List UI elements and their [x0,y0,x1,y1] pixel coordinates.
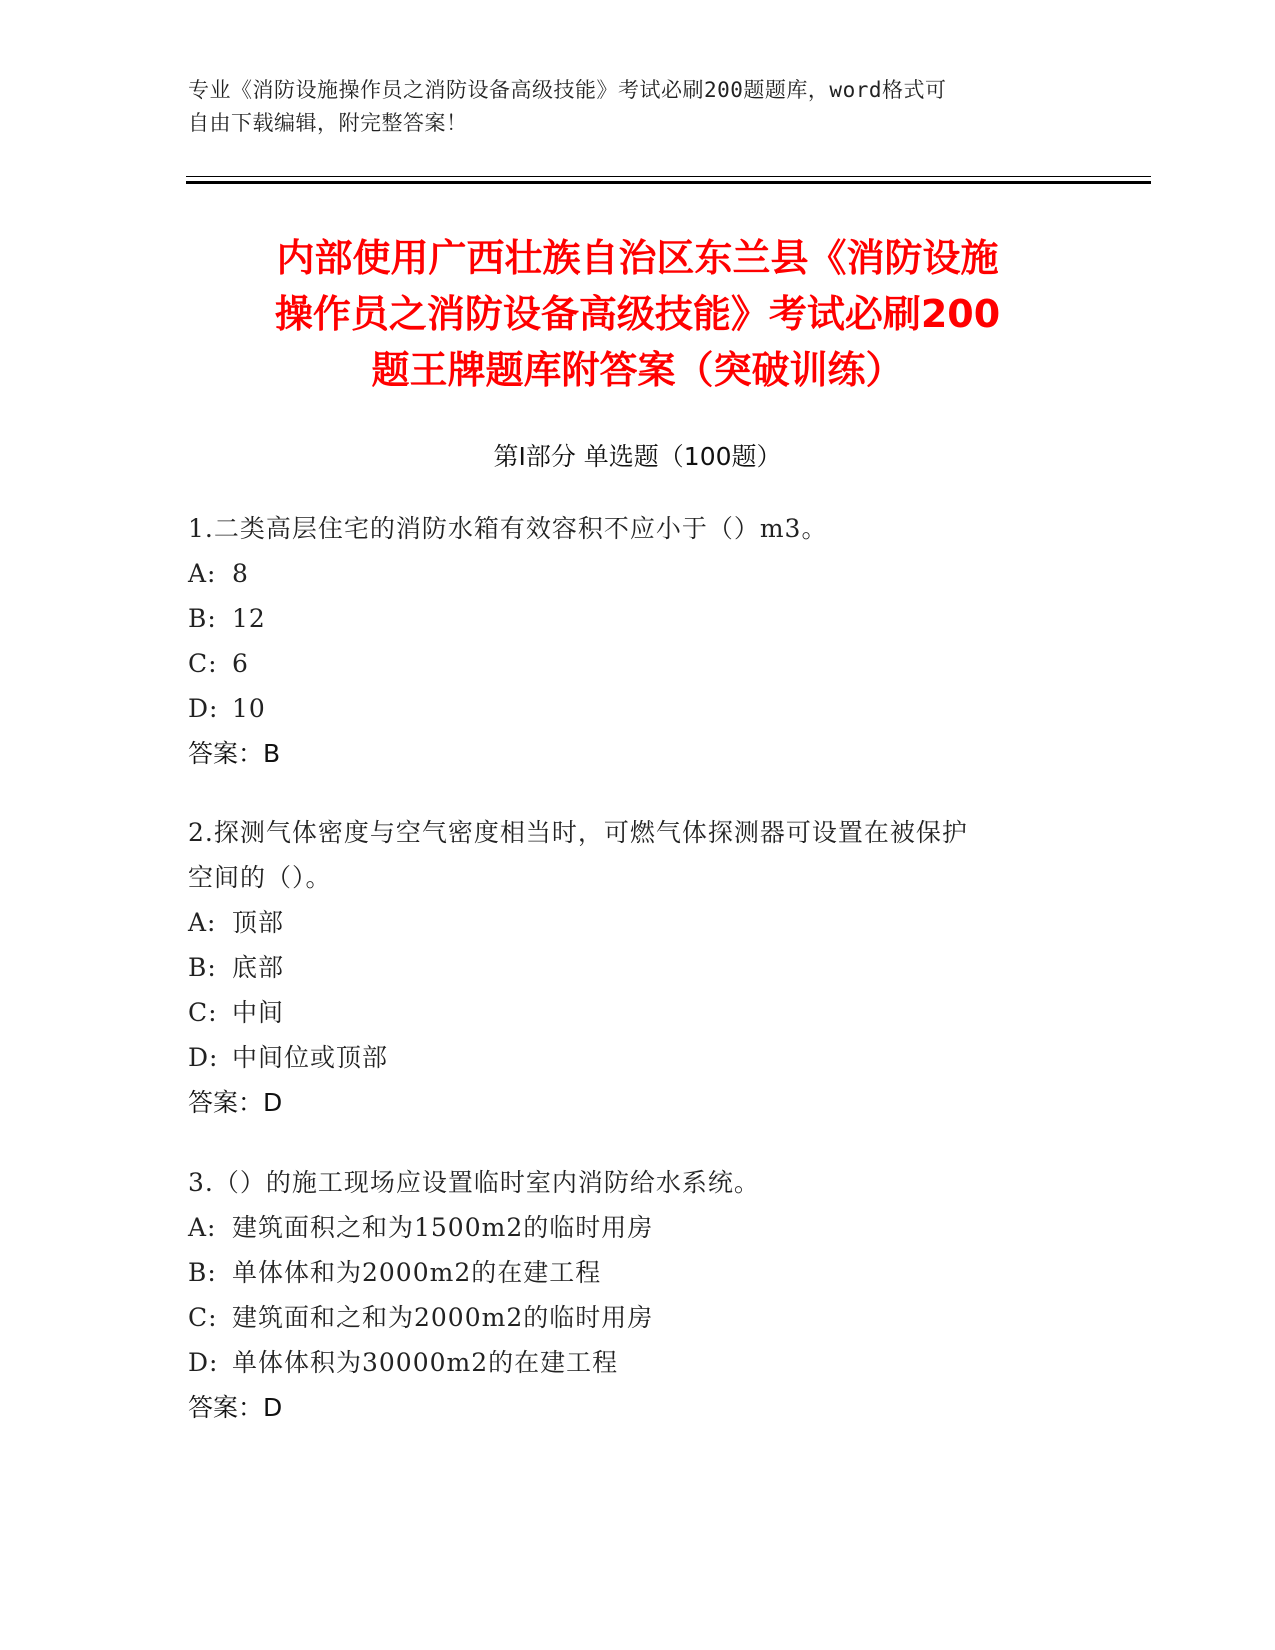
option-label: B: [188,1258,217,1287]
option-label: A: [188,1213,217,1242]
document-title [150,230,1125,398]
header-note [188,74,1068,140]
header-note-line-1: 专业《消防设施操作员之消防设备高级技能》考试必刷200题题库，word格式可 [188,78,947,102]
option-text: 单体体积为30000m2的在建工程 [232,1348,619,1377]
answer: 答案：D [188,1088,283,1117]
option-label: D: [188,1348,219,1377]
option-b [188,1250,1068,1295]
option-text: 建筑面积之和为1500m2的临时用房 [232,1213,654,1242]
option-label: D: [188,1043,219,1072]
option-c [188,1295,1068,1340]
option-d [188,686,1068,731]
option-b [188,596,1068,641]
answer: 答案：B [188,739,281,768]
option-text: 单体体和为2000m2的在建工程 [232,1258,602,1287]
title-line-2: 操作员之消防设备高级技能》考试必刷200 [274,292,1001,336]
option-a [188,900,1068,945]
option-d [188,1340,1068,1385]
section-heading: 第Ⅰ部分 单选题（100题） [493,442,782,471]
option-text: 10 [232,694,266,723]
question-3 [188,1160,1068,1430]
option-label: B: [188,604,217,633]
title-line-3: 题王牌题库附答案（突破训练） [371,348,904,392]
option-text: 中间位或顶部 [232,1043,389,1072]
option-label: C: [188,1303,218,1332]
option-label: C: [188,649,218,678]
header-rule-thin [186,176,1151,177]
header-rule-thick [186,181,1151,184]
option-c [188,990,1068,1035]
option-text: 8 [232,559,249,588]
question-stem: 1.二类高层住宅的消防水箱有效容积不应小于（）m3。 [188,514,828,543]
question-stem-line-1: 2.探测气体密度与空气密度相当时，可燃气体探测器可设置在被保护 [188,818,968,847]
option-d [188,1035,1068,1080]
option-label: A: [188,908,217,937]
option-label: A: [188,559,217,588]
question-2 [188,810,1068,1125]
option-text: 6 [232,649,249,678]
option-a [188,1205,1068,1250]
option-text: 底部 [232,953,285,982]
option-text: 顶部 [232,908,285,937]
option-b [188,945,1068,990]
option-label: B: [188,953,217,982]
question-stem: 3.（）的施工现场应设置临时室内消防给水系统。 [188,1168,760,1197]
option-label: D: [188,694,219,723]
option-text: 12 [232,604,266,633]
header-note-line-2: 自由下载编辑，附完整答案！ [188,111,468,135]
option-label: C: [188,998,218,1027]
answer: 答案：D [188,1393,283,1422]
question-1 [188,506,1068,776]
option-text: 建筑面和之和为2000m2的临时用房 [232,1303,654,1332]
question-stem-line-2: 空间的（）。 [188,863,332,892]
option-c [188,641,1068,686]
title-line-1: 内部使用广西壮族自治区东兰县《消防设施 [276,236,999,280]
option-a [188,551,1068,596]
option-text: 中间 [232,998,285,1027]
